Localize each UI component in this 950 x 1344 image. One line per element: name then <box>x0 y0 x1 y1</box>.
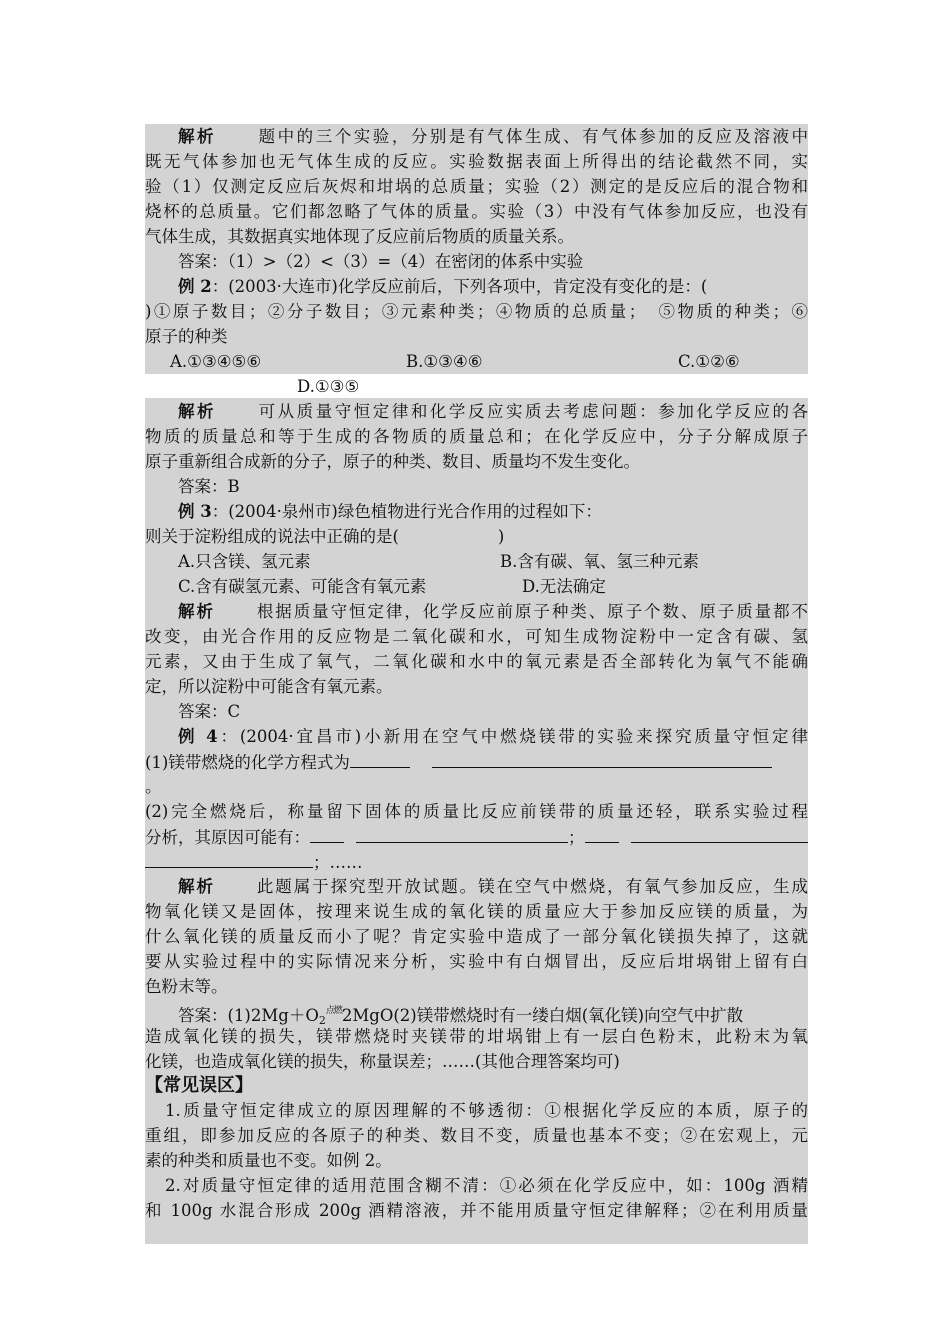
example-2-option-d: D.①③⑤ <box>297 377 360 396</box>
example-2-line-1: 例 2：(2003·大连市)化学反应前后，下列各项中，肯定没有变化的是：( <box>178 277 708 296</box>
example-2-option-b: B.①③④⑥ <box>406 352 483 371</box>
example-3-option-b: B.含有碳、氧、氢三种元素 <box>500 552 699 571</box>
example-4-line-4: (2)完全燃烧后，称量留下固体的质量比反应前镁带的质量还轻，联系实验过程 <box>145 802 808 821</box>
analysis-1-line-5: 气体生成，其数据真实地体现了反应前后物质的质量关系。 <box>145 227 574 246</box>
analysis-2-line-3: 原子重新组合成新的分子，原子的种类、数目、质量均不发生变化。 <box>145 452 640 471</box>
example-2-option-a: A.①③④⑤⑥ <box>170 352 262 371</box>
example-4-line-3: 。 <box>145 777 162 796</box>
example-2-line-3: 原子的种类 <box>145 327 228 346</box>
blank-reason-2c[interactable] <box>145 849 313 868</box>
reaction-condition: 点燃 <box>325 1006 342 1016</box>
example-4-line-1: 例 4：(2004·宜昌市)小新用在空气中燃烧镁带的实验来探究质量守恒定律 <box>178 727 808 746</box>
example-2-line-2: )①原子数目；②分子数目；③元素种类；④物质的总质量； ⑤物质的种类；⑥ <box>145 302 808 321</box>
answer-4-line-1: 答案：$(1)2Mg+O_2^{点燃}2MgO(2)$镁带燃烧时有一缕白烟(氧化镁)向空气中扩散 <box>178 1006 744 1027</box>
mistake-2-line-1: 2.对质量守恒定律的适用范围含糊不清：①必须在化学反应中，如：100g 酒精 <box>165 1176 808 1195</box>
analysis-3-line-4: 定，所以淀粉中可能含有氧元素。 <box>145 677 393 696</box>
analysis-1-line-4: 烧杯的总质量。它们都忽略了气体的质量。实验（3）中没有气体参加反应，也没有 <box>145 202 808 221</box>
analysis-1-line-3: 验（1）仅测定反应后灰烬和坩埚的总质量；实验（2）测定的是反应后的混合物和 <box>145 177 808 196</box>
blank-reason-1b[interactable] <box>356 824 568 843</box>
answer-2: 答案：B <box>178 477 240 496</box>
analysis-1-line-1: 解析 题中的三个实验，分别是有气体生成、有气体参加的反应及溶液中 <box>178 127 808 146</box>
analysis-3-line-1: 解析 根据质量守恒定律，化学反应前原子种类、原子个数、原子质量都不 <box>178 602 808 621</box>
analysis-4-line-4: 要从实验过程中的实际情况来分析，实验中有白烟冒出，反应后坩埚钳上留有白 <box>145 952 808 971</box>
analysis-4-line-1: 解析 此题属于探究型开放试题。镁在空气中燃烧，有氧气参加反应，生成 <box>178 877 808 896</box>
example-3-option-a: A.只含镁、氢元素 <box>178 552 311 571</box>
example-4-line-6: ；…… <box>145 849 808 874</box>
blank-reason-2b[interactable] <box>631 824 809 843</box>
analysis-2-line-2: 物质的质量总和等于生成的各物质的质量总和；在化学反应中，分子分解成原子 <box>145 427 808 446</box>
mistake-1-line-1: 1.质量守恒定律成立的原因理解的不够透彻：①根据化学反应的本质，原子的 <box>165 1101 808 1120</box>
answer-1: 答案：（1）>（2）<（3）=（4）在密闭的体系中实验 <box>178 252 584 271</box>
analysis-4-line-3: 什么氧化镁的质量反而小了呢？肯定实验中造成了一部分氧化镁损失掉了，这就 <box>145 927 808 946</box>
analysis-3-line-3: 元素，又由于生成了氧气，二氧化碳和水中的氧元素是否全部转化为氧气不能确 <box>145 652 808 671</box>
blank-equation-a[interactable] <box>350 749 410 768</box>
blank-reason-2a[interactable] <box>585 824 619 843</box>
answer-3: 答案：C <box>178 702 241 721</box>
example-4-line-5: 分析，其原因可能有： ； <box>145 824 808 849</box>
analysis-3-line-2: 改变，由光合作用的反应物是二氧化碳和水，可知生成物淀粉中一定含有碳、氢 <box>145 627 808 646</box>
analysis-4-line-2: 物氧化镁又是固体，按理来说生成的氧化镁的质量应大于参加反应镁的质量，为 <box>145 902 808 921</box>
example-2-option-c: C.①②⑥ <box>678 352 740 371</box>
mistake-1-line-3: 素的种类和质量也不变。如例 2。 <box>145 1151 392 1170</box>
answer-4-line-2: 造成氧化镁的损失，镁带燃烧时夹镁带的坩埚钳上有一层白色粉末，此粉末为氧 <box>145 1027 808 1046</box>
blank-equation-b[interactable] <box>432 749 772 768</box>
example-4-line-2: (1)镁带燃烧的化学方程式为 <box>145 749 808 774</box>
answer-4-line-3: 化镁，也造成氧化镁的损失，称量误差；……(其他合理答案均可) <box>145 1052 620 1071</box>
blank-reason-1a[interactable] <box>310 824 344 843</box>
mistake-1-line-2: 重组，即参加反应的各原子的种类、数目不变，质量也基本不变；②在宏观上，元 <box>145 1126 808 1145</box>
section-title: 【常见误区】 <box>145 1075 253 1096</box>
analysis-2-line-1: 解析 可从质量守恒定律和化学反应实质去考虑问题：参加化学反应的各 <box>178 402 808 421</box>
example-3-line-1: 例 3：(2004·泉州市)绿色植物进行光合作用的过程如下： <box>178 502 602 521</box>
example-3-line-2: 则关于淀粉组成的说法中正确的是( ) <box>145 527 505 546</box>
mistake-2-line-2: 和 100g 水混合形成 200g 酒精溶液，并不能用质量守恒定律解释；②在利用质量 <box>145 1201 808 1220</box>
analysis-4-line-5: 色粉末等。 <box>145 977 228 996</box>
example-3-option-d: D.无法确定 <box>522 577 606 596</box>
analysis-1-line-2: 既无气体参加也无气体生成的反应。实验数据表面上所得出的结论截然不同，实 <box>145 152 808 171</box>
example-3-option-c: C.含有碳氢元素、可能含有氧元素 <box>178 577 427 596</box>
